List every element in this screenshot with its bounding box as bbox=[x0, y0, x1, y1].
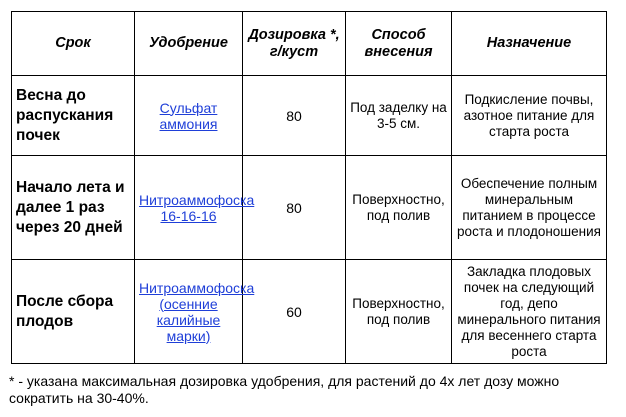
fertilizer-cell bbox=[135, 156, 255, 260]
dose-cell: 80 bbox=[243, 76, 346, 156]
fertilizer-cell bbox=[135, 260, 255, 364]
fertilizer-cell bbox=[135, 76, 243, 156]
fertilizer-link[interactable]: Сульфат аммония bbox=[159, 99, 218, 132]
method-cell: Под заделку на 3-5 см. bbox=[346, 76, 452, 156]
header-purpose: Назначение bbox=[452, 12, 607, 76]
dose-cell: 80 bbox=[243, 156, 346, 260]
method-cell: Поверхностно, под полив bbox=[346, 260, 452, 364]
fertilizer-link[interactable]: Нитроаммофоска (осенние калийные марки) bbox=[139, 279, 255, 344]
header-method: Способ внесения bbox=[346, 12, 452, 76]
table-header-row bbox=[12, 12, 607, 76]
header-period: Срок bbox=[12, 12, 135, 76]
fertilizer-schedule-table bbox=[11, 11, 607, 364]
period-cell: Начало лета и далее 1 раз через 20 дней bbox=[12, 156, 135, 260]
dosage-footnote: * - указана максимальная дозировка удобрения, для растений до 4х лет дозу можно сократить на 30-40%. bbox=[9, 373, 560, 406]
fertilizer-link[interactable]: Нитроаммофоска 16-16-16 bbox=[139, 191, 255, 224]
purpose-cell: Закладка плодовых почек на следующий год, депо минерального питания для весеннего старта роста bbox=[452, 260, 607, 364]
period-cell: После сбора плодов bbox=[12, 260, 135, 364]
period-cell: Весна до распускания почек bbox=[12, 76, 135, 156]
table-row bbox=[12, 76, 607, 156]
purpose-cell: Подкисление почвы, азотное питание для старта роста bbox=[452, 76, 607, 156]
header-dose: Дозировка *, г/куст bbox=[243, 12, 346, 76]
purpose-cell: Обеспечение полным минеральным питанием в процессе роста и плодоношения bbox=[452, 156, 607, 260]
table-row bbox=[12, 156, 607, 260]
header-fertilizer: Удобрение bbox=[135, 12, 243, 76]
dose-cell: 60 bbox=[243, 260, 346, 364]
table-row bbox=[12, 260, 607, 364]
method-cell: Поверхностно, под полив bbox=[346, 156, 452, 260]
